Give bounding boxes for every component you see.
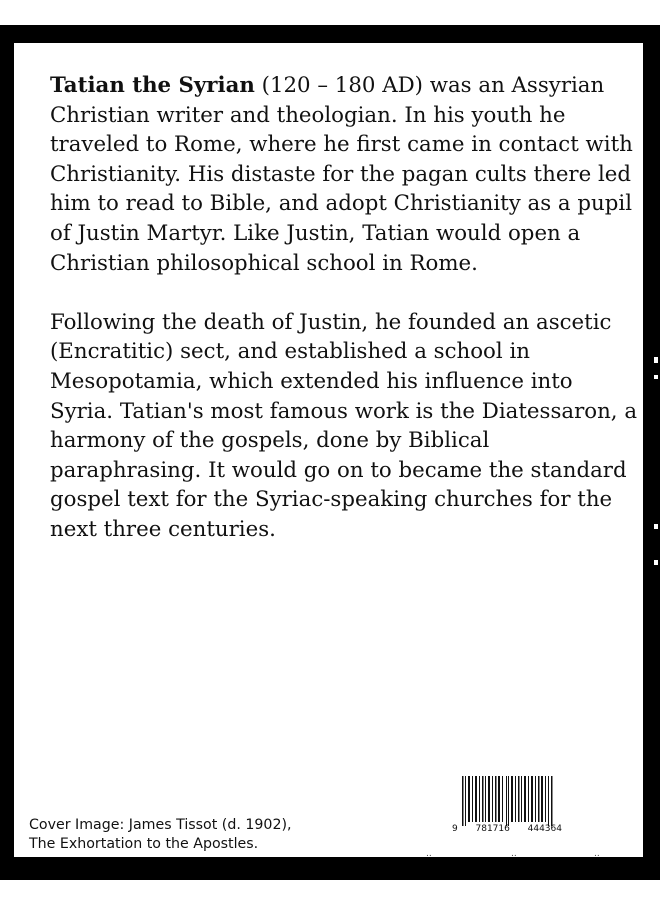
barcode-bars-icon <box>452 776 562 826</box>
bold-lead: Tatian the Syrian <box>50 73 255 98</box>
isbn-barcode <box>452 776 562 838</box>
trim-mark: .. <box>594 849 600 859</box>
description-text <box>50 71 640 574</box>
paragraph-2: Following the death of Justin, he founded an ascetic (Encratitic) sect, and established a school in Mesopotamia, which extended his influence into Syria. Tatian's most famous work is the Diatessaron, a harmony of the gospels, done by Biblical paraphrasing. It would go on to became the standard gospel text for the Syriac-speaking churches for the next three centuries. <box>50 309 638 542</box>
barcode-group-2: 444364 <box>527 824 562 834</box>
back-cover-page <box>14 43 643 857</box>
barcode-lead-digit: 9 <box>452 824 458 834</box>
edge-mark <box>654 524 658 529</box>
trim-mark: .. <box>511 849 517 859</box>
edge-mark <box>654 375 658 379</box>
edge-mark <box>654 357 658 363</box>
caption-line-1: Cover Image: James Tissot (d. 1902), <box>29 817 292 833</box>
barcode-digits <box>452 824 562 838</box>
caption-line-2: The Exhortation to the Apostles. <box>29 836 259 852</box>
paragraph-1-rest: (120 – 180 AD) was an Assyrian Christian writer and theologian. In his youth he traveled to Rome, where he first came in contact with Christianity. His distaste for the pagan cults there led him to read to Bible, and adopt Christianity as a pupil of Justin Martyr. Like Justin, Tatian would open a Christian philosophical school in Rome. <box>50 73 633 276</box>
trim-mark: .. <box>426 849 432 859</box>
paragraph-1 <box>50 71 640 278</box>
cover-image-caption <box>29 816 292 854</box>
edge-mark <box>654 560 658 565</box>
barcode-group-1: 781716 <box>475 824 510 834</box>
